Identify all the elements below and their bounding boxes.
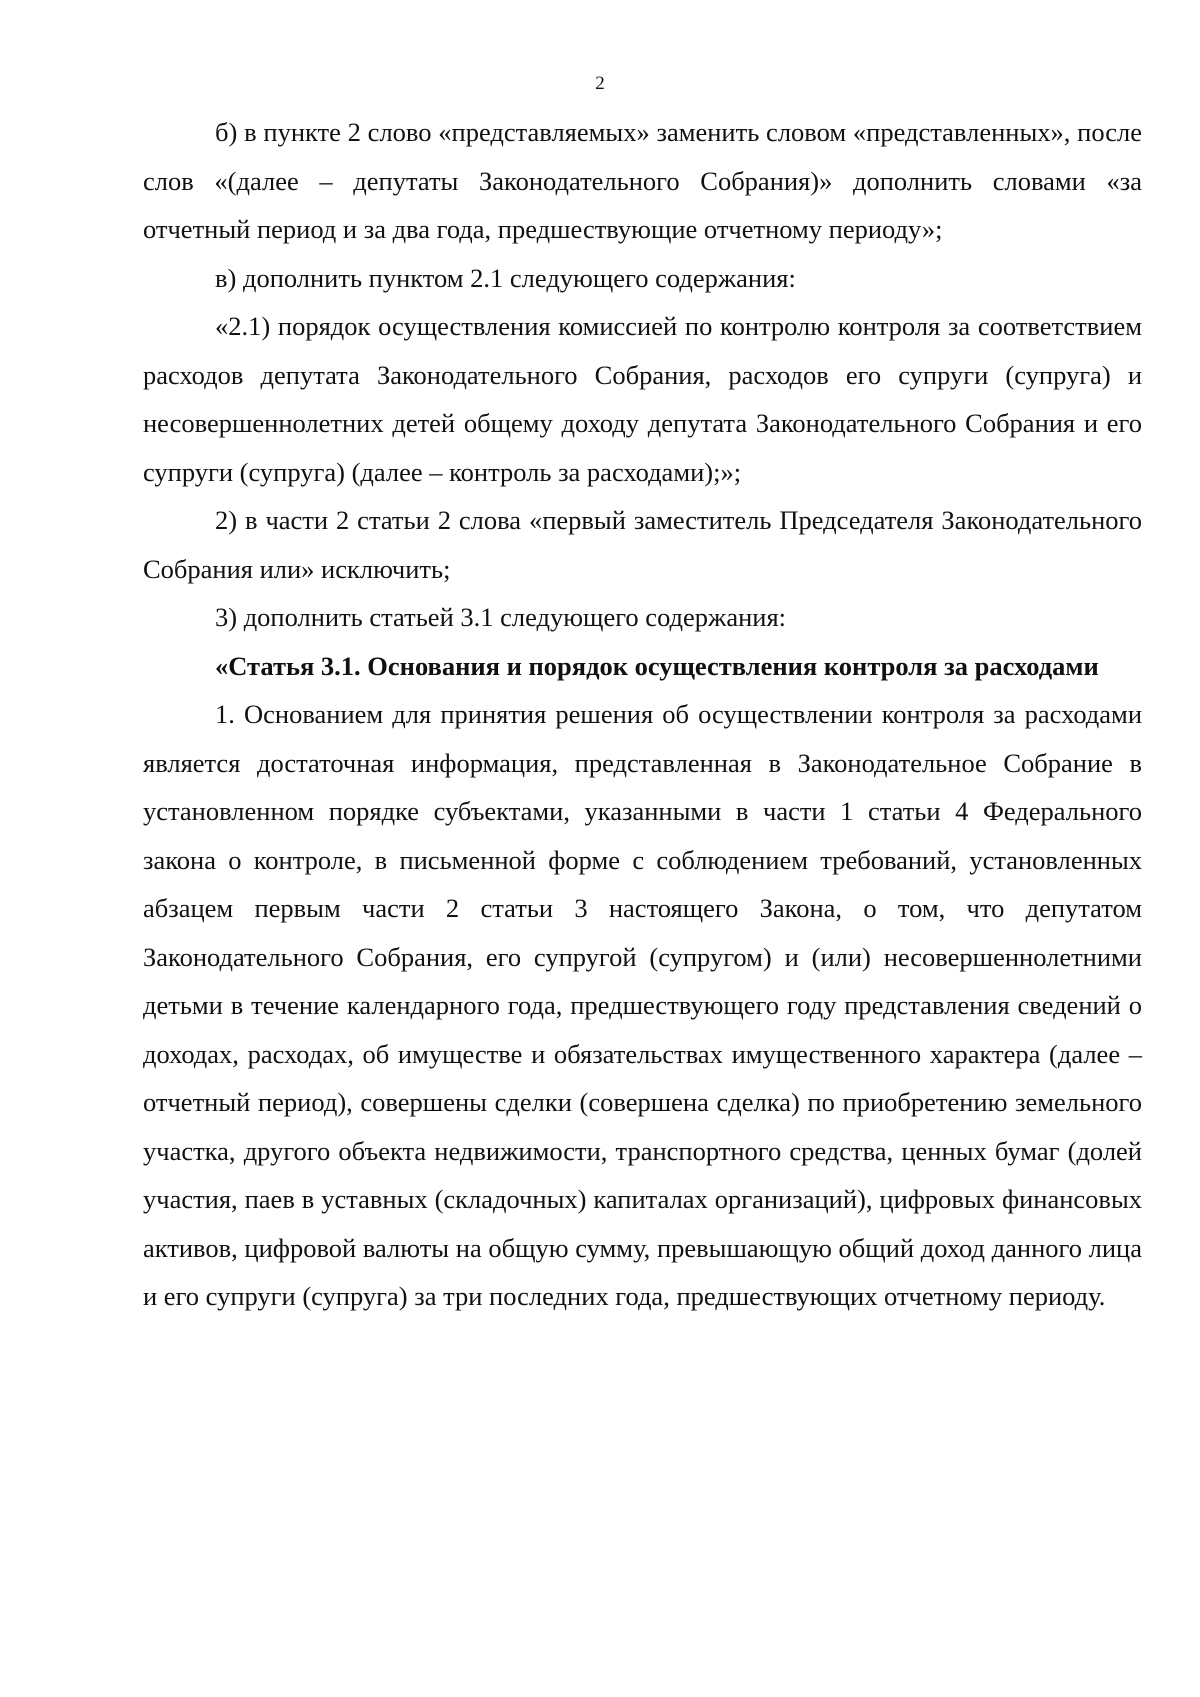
paragraph-point-2-1: «2.1) порядок осуществления комиссией по контролю контроля за соответствием расходов депутата Законодательного Собрания, расходов его супруги (супруга) и несовершеннолетних детей общему доходу депутата Законодательного Собрания и его супруги (супруга) (далее – контроль за расходами);»; <box>143 311 1142 487</box>
paragraph-v-amendment: в) дополнить пунктом 2.1 следующего содержания: <box>215 262 796 293</box>
article-3-1-heading: «Статья 3.1. Основания и порядок осуществления контроля за расходами <box>215 650 1099 681</box>
paragraph-item-2: 2) в части 2 статьи 2 слова «первый заместитель Председателя Законодательного Собрания или» исключить; <box>143 505 1142 584</box>
paragraph-b-amendment: б) в пункте 2 слово «представляемых» заменить словом «представленных», после слов «(далее – депутаты Законодательного Собрания)» дополнить словами «за отчетный период и за два года, предшествующие отчетному периоду»; <box>143 117 1142 244</box>
paragraph-item-3: 3) дополнить статьей 3.1 следующего содержания: <box>215 602 787 632</box>
page-number: 2 <box>595 73 605 94</box>
document-body <box>143 108 1142 1321</box>
article-3-1-part-1: 1. Основанием для принятия решения об осуществлении контроля за расходами является достаточная информация, представленная в Законодательное Собрание в установленном порядке субъектами, указанными в части 1 статьи 4 Федерального закона о контроле, в письменной форме с соблюдением требований, установленных абзацем первым части 2 статьи 3 настоящего Закона, о том, что депутатом Законодательного Собрания, его супругой (супругом) и (или) несовершеннолетними детьми в течение календарного года, предшествующего году представления сведений о доходах, расходах, об имуществе и обязательствах имущественного характера (далее – отчетный период), совершены сделки (совершена сделка) по приобретению земельного участка, другого объекта недвижимости, транспортного средства, ценных бумаг (долей участия, паев в уставных (складочных) капиталах организаций), цифровых финансовых активов, цифровой валюты на общую сумму, превышающую общий доход данного лица и его супруги (супруга) за три последних года, предшествующих отчетному периоду. <box>143 699 1142 1311</box>
